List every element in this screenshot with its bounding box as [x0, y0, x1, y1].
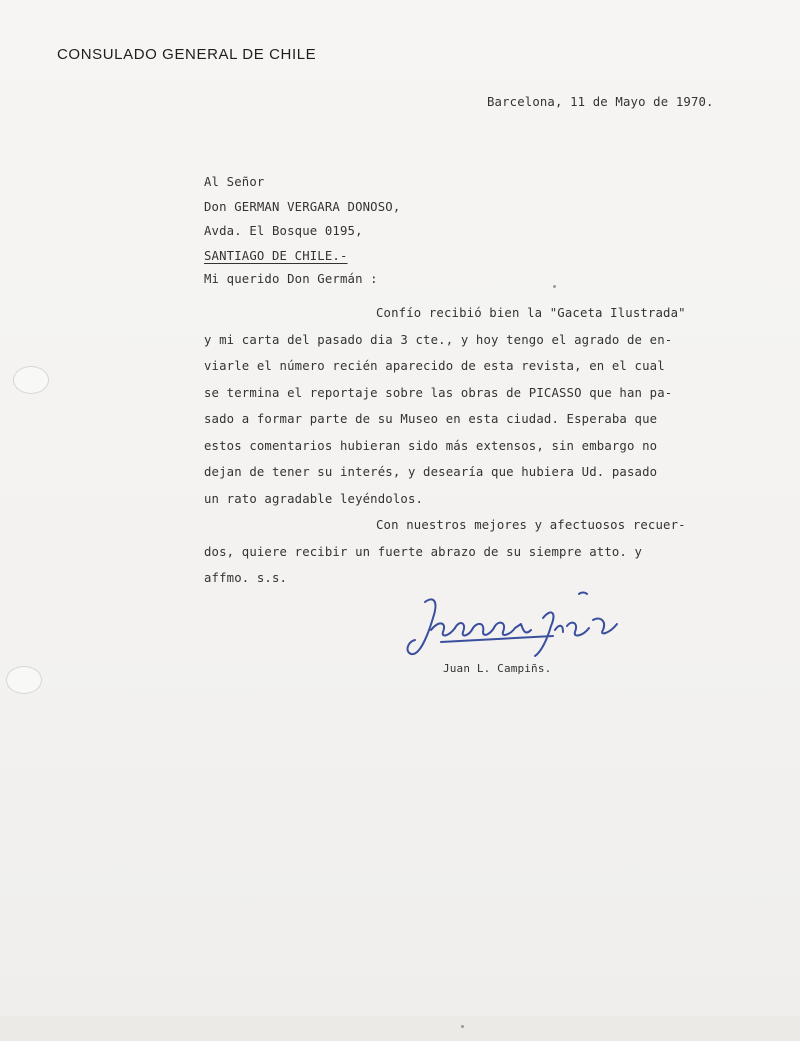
body-line: y mi carta del pasado dia 3 cte., y hoy tengo el agrado de en-	[204, 332, 673, 347]
recipient-line: Don GERMAN VERGARA DONOSO,	[204, 199, 401, 214]
recipient-line: Avda. El Bosque 0195,	[204, 224, 363, 238]
punch-hole-bottom	[6, 666, 42, 694]
letter-body	[204, 300, 686, 592]
body-line: affmo. s.s.	[204, 571, 288, 585]
paper-speck	[461, 1025, 464, 1028]
recipient-line: Al Señor	[204, 175, 265, 189]
body-line: dos, quiere recibir un fuerte abrazo de su siempre atto. y	[204, 544, 643, 559]
punch-hole-top	[13, 366, 49, 394]
body-line: viarle el número recién aparecido de esta revista, en el cual	[204, 359, 665, 373]
scan-edge	[0, 1016, 800, 1041]
body-line: Confío recibió bien la "Gaceta Ilustrada"	[376, 306, 686, 320]
date-line: Barcelona, 11 de Mayo de 1970.	[487, 95, 714, 109]
paper-speck	[553, 285, 556, 288]
handwritten-signature	[403, 590, 633, 670]
recipient-address	[204, 170, 400, 268]
body-line: sado a formar parte de su Museo en esta ciudad. Esperaba que	[204, 412, 658, 426]
body-line: un rato agradable leyéndolos.	[204, 491, 424, 506]
salutation: Mi querido Don Germán :	[204, 272, 378, 286]
letterhead: CONSULADO GENERAL DE CHILE	[57, 46, 317, 63]
recipient-line: SANTIAGO DE CHILE.-	[204, 248, 348, 263]
body-line: se termina el reportaje sobre las obras de PICASSO que han pa-	[204, 385, 673, 400]
typed-signature-name: Juan L. Campiñs.	[443, 662, 552, 675]
body-line: Con nuestros mejores y afectuosos recuer-	[376, 518, 686, 532]
body-line: estos comentarios hubieran sido más extensos, sin embargo no	[204, 438, 658, 453]
body-line: dejan de tener su interés, y desearía que hubiera Ud. pasado	[204, 465, 658, 479]
